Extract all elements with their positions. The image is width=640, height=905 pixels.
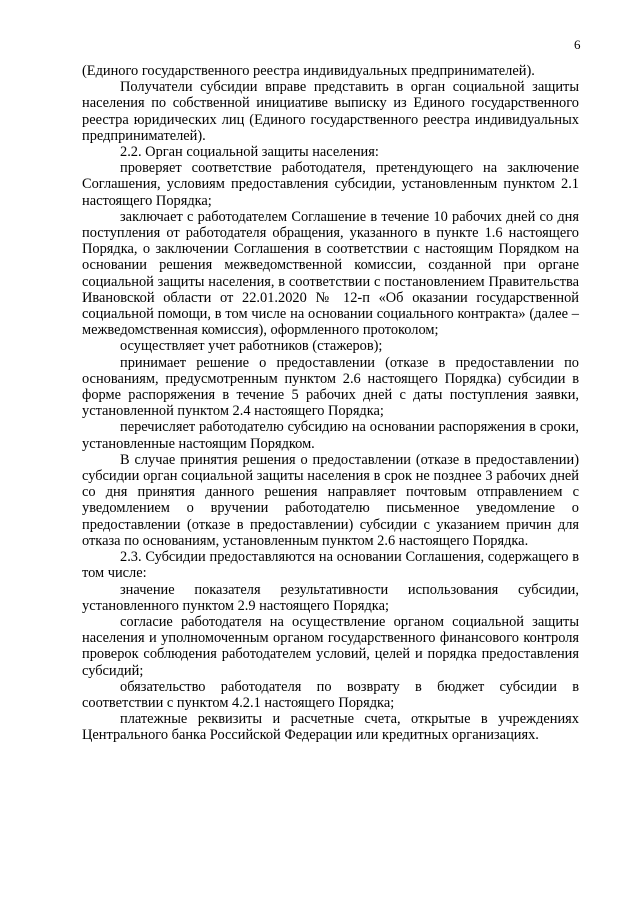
- paragraph: платежные реквизиты и расчетные счета, открытые в учреждениях Центрального банка Российской Федерации или кредитных организациях.: [82, 711, 579, 744]
- paragraph: (Единого государственного реестра индивидуальных предпринимателей).: [82, 63, 535, 79]
- paragraph: согласие работодателя на осуществление органом социальной защиты населения и уполномоченным органом государственного финансового контроля проверок соблюдения работодателем условий, целей и порядка предоставления субсидий;: [82, 613, 579, 679]
- paragraph: обязательство работодателя по возврату в бюджет субсидии в соответствии с пунктом 4.2.1 настоящего Порядка;: [82, 678, 579, 711]
- paragraph: принимает решение о предоставлении (отказе в предоставлении по основаниям, предусмотренным пунктом 2.6 настоящего Порядка) субсидии в форме распоряжения в течение 5 рабочих дней с даты поступления заявки, установленной пунктом 2.4 настоящего Порядка;: [82, 354, 579, 420]
- paragraph: проверяет соответствие работодателя, претендующего на заключение Соглашения, условиям предоставления субсидии, установленным пунктом 2.1 настоящего Порядка;: [82, 160, 579, 209]
- document-body: [82, 63, 579, 744]
- page-number: 6: [574, 37, 581, 52]
- paragraph: Получатели субсидии вправе представить в орган социальной защиты населения по собственной инициативе выписку из Единого государственного реестра юридических лиц (Единого государственного реестра индивидуальных предпринимателей).: [82, 79, 579, 144]
- paragraph: 2.2. Орган социальной защиты населения:: [120, 144, 379, 161]
- paragraph: осуществляет учет работников (стажеров);: [120, 338, 383, 355]
- paragraph: значение показателя результативности использования субсидии, установленного пунктом 2.9 настоящего Порядка;: [82, 581, 579, 614]
- paragraph: 2.3. Субсидии предоставляются на основании Соглашения, содержащего в том числе:: [82, 549, 579, 582]
- paragraph: В случае принятия решения о предоставлении (отказе в предоставлении) субсидии орган социальной защиты населения в срок не позднее 3 рабочих дней со дня принятия данного решения направляет почтовым отправлением с уведомлением о вручении работодателю письменное уведомление о предоставлении (отказе в предоставлении) субсидии с указанием причин для отказа по основаниям, установленным пунктом 2.6 настоящего Порядка.: [82, 451, 579, 549]
- paragraph: заключает с работодателем Соглашение в течение 10 рабочих дней со дня поступления от работодателя обращения, указанного в пункте 1.6 настоящего Порядка, о заключении Соглашения в соответствии с настоящим Порядком на основании решения межведомственной комиссии, созданной при органе социальной защиты населения, в соответствии с постановлением Правительства Ивановской области от 22.01.2020 № 12-п «Об оказании государственной социальной помощи, в том числе на основании социального контракта» (далее – межведомственная комиссия), оформленного протоколом;: [82, 208, 579, 339]
- paragraph: перечисляет работодателю субсидию на основании распоряжения в сроки, установленные настоящим Порядком.: [82, 419, 579, 452]
